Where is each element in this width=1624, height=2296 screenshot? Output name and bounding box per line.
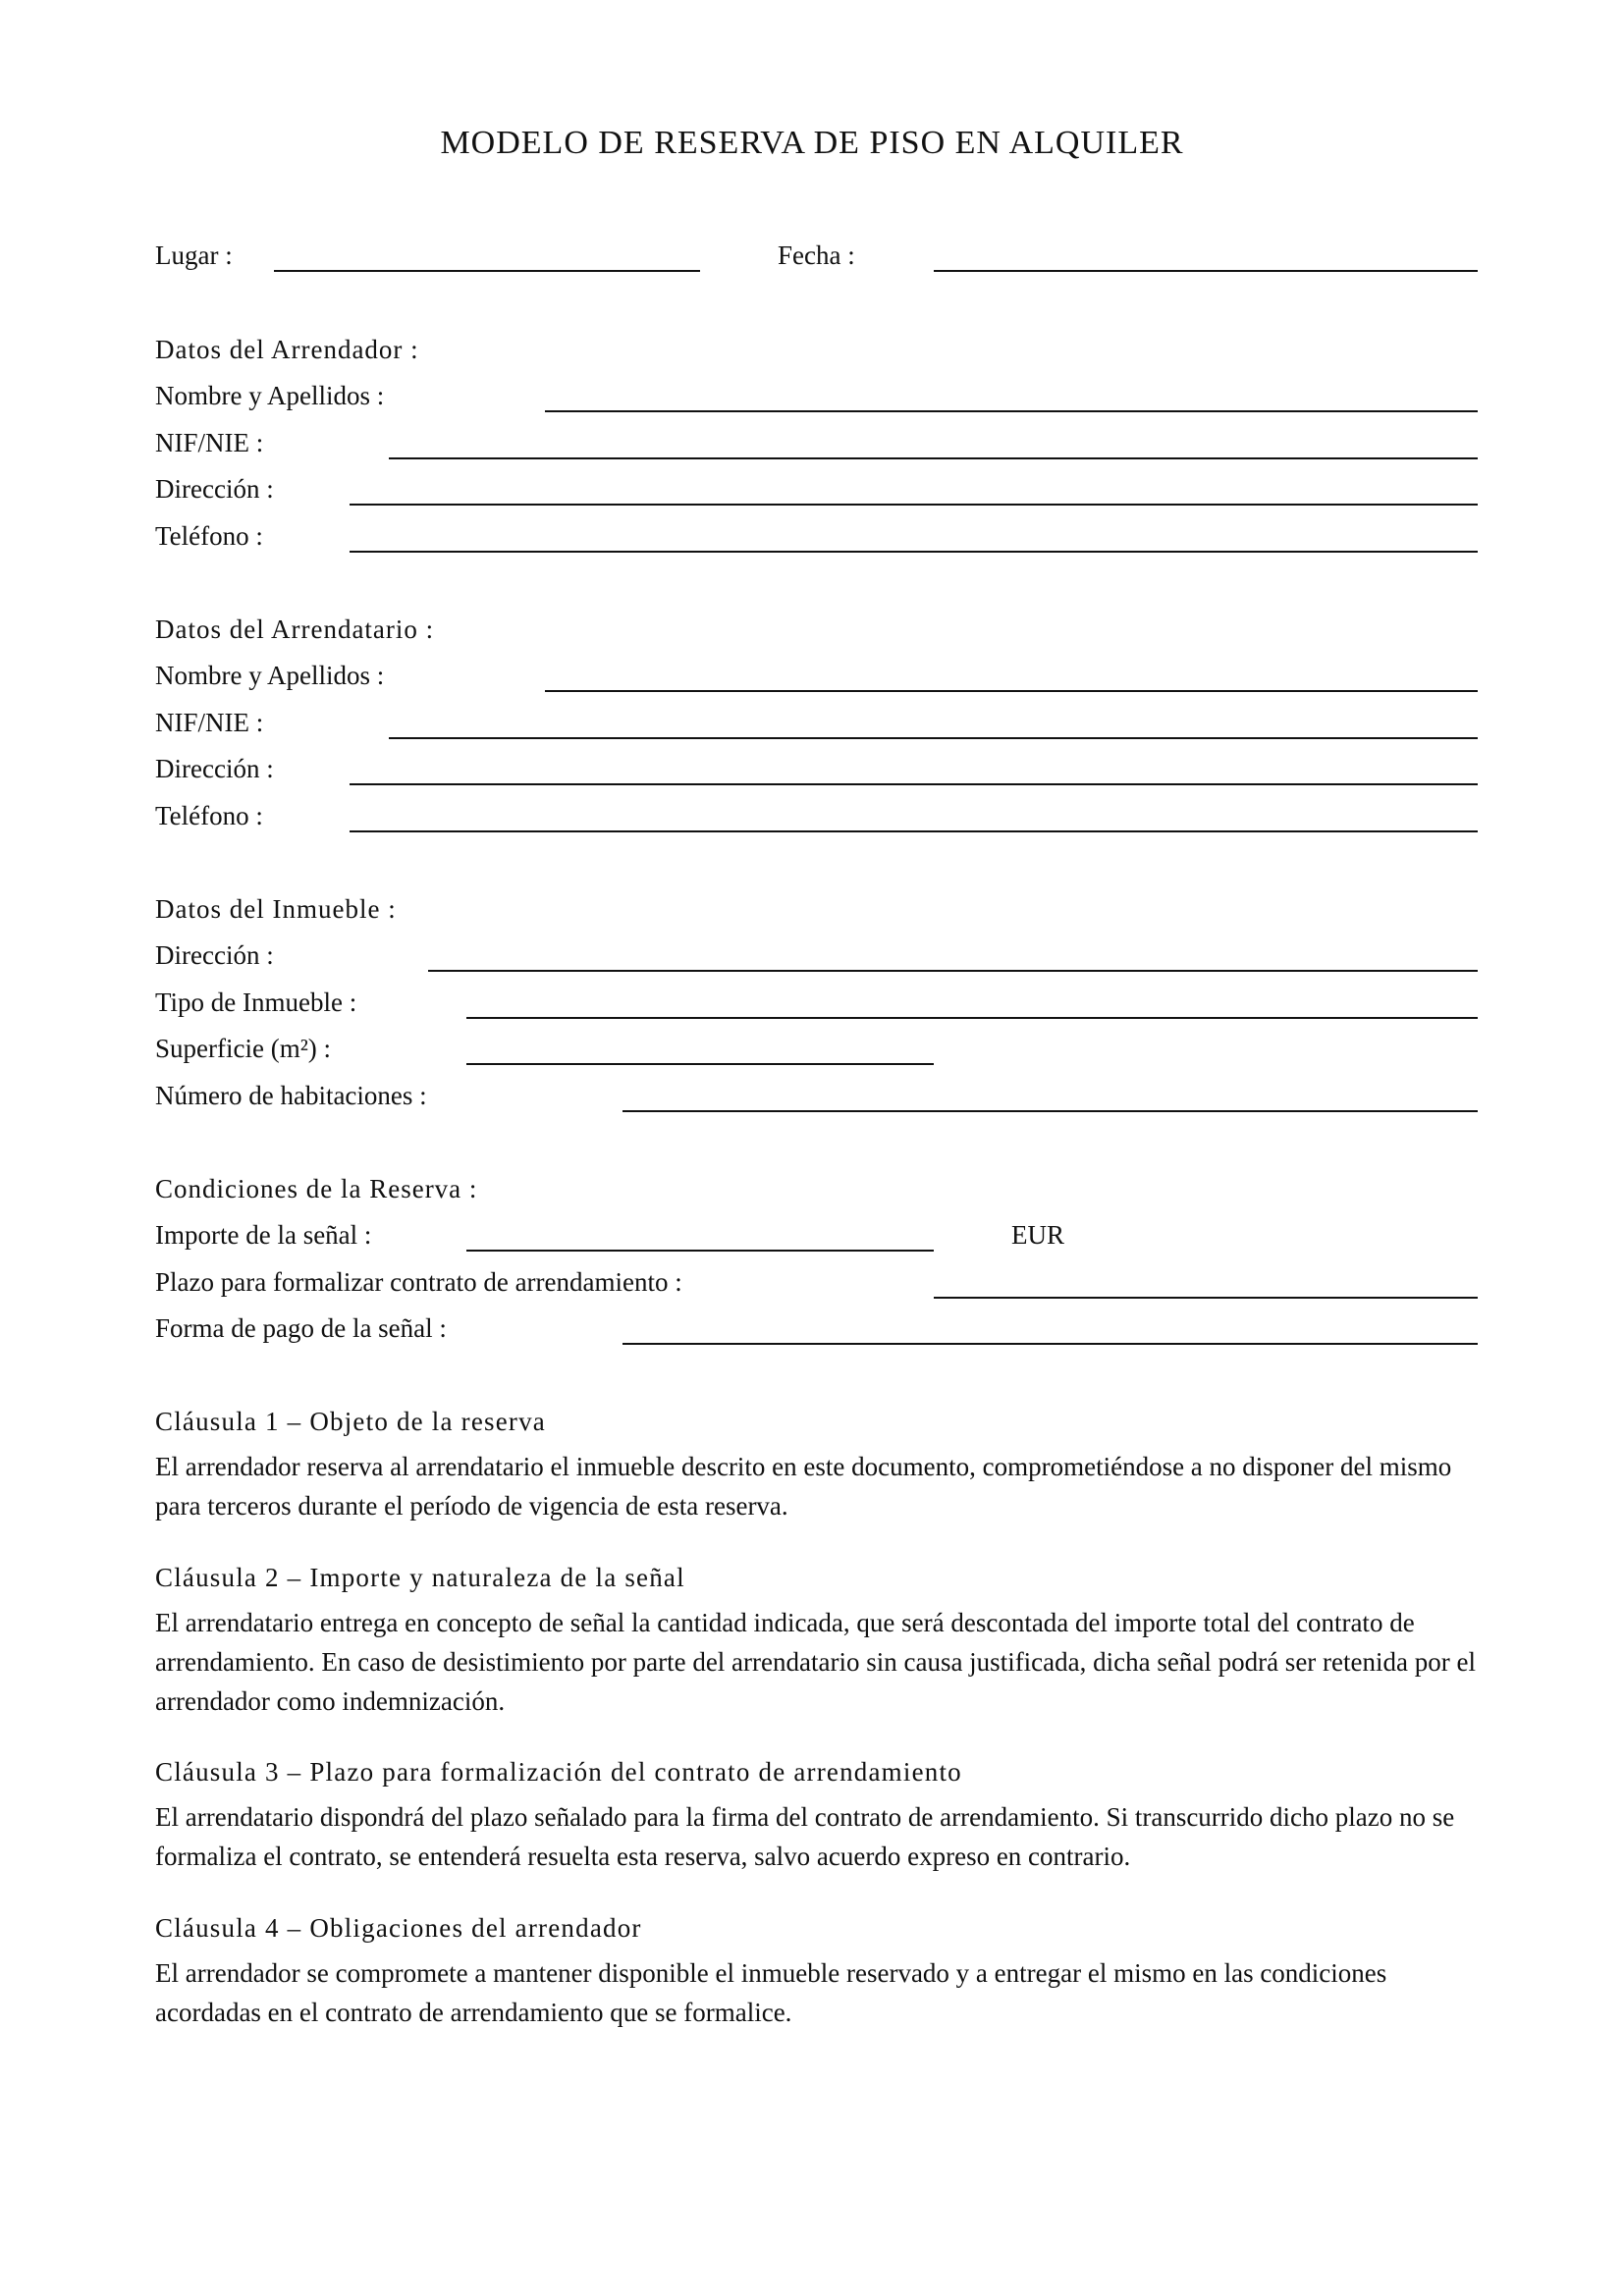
clause-2-title: Cláusula 2 – Importe y naturaleza de la señal: [155, 1563, 685, 1592]
property-rooms-label: Número de habitaciones :: [155, 1081, 427, 1110]
clause-4-text: El arrendador se compromete a mantener disponible el inmueble reservado y a entregar el mismo en las condiciones acordadas en el contrato de arrendamiento que se formalice.: [155, 1958, 1387, 2027]
deadline-field[interactable]: [934, 1297, 1478, 1299]
property-type-label: Tipo de Inmueble :: [155, 988, 357, 1017]
document-title: MODELO DE RESERVA DE PISO EN ALQUILER: [440, 125, 1184, 161]
property-rooms-field[interactable]: [623, 1110, 1478, 1112]
date-label: Fecha :: [778, 240, 855, 270]
property-address-label: Dirección :: [155, 940, 274, 970]
tenant-name-label: Nombre y Apellidos :: [155, 661, 385, 690]
property-heading: Datos del Inmueble :: [155, 894, 397, 924]
clause-3-title: Cláusula 3 – Plazo para formalización del contrato de arrendamiento: [155, 1757, 962, 1787]
tenant-heading: Datos del Arrendatario :: [155, 614, 435, 644]
place-label: Lugar :: [155, 240, 233, 270]
property-area-label: Superficie (m²) :: [155, 1034, 332, 1063]
property-area-field[interactable]: [466, 1063, 934, 1065]
deposit-label: Importe de la señal :: [155, 1220, 372, 1250]
payment-method-field[interactable]: [623, 1343, 1478, 1345]
clause-3-text: El arrendatario dispondrá del plazo señalado para la firma del contrato de arrendamiento. Si transcurrido dicho plazo no se formaliza el contrato, se entenderá resuelta esta reserva, salvo acuerdo expreso en contrario.: [155, 1802, 1455, 1871]
tenant-id-field[interactable]: [389, 737, 1478, 739]
landlord-phone-field[interactable]: [350, 551, 1478, 553]
deposit-currency: EUR: [1011, 1220, 1064, 1250]
tenant-phone-field[interactable]: [350, 830, 1478, 832]
landlord-heading: Datos del Arrendador :: [155, 335, 419, 364]
landlord-id-field[interactable]: [389, 457, 1478, 459]
date-field[interactable]: [934, 270, 1478, 272]
tenant-name-field[interactable]: [545, 690, 1478, 692]
clause-1-text: El arrendador reserva al arrendatario el inmueble descrito en este documento, comprometiéndose a no disponer del mismo para terceros durante el período de vigencia de esta reserva.: [155, 1452, 1452, 1521]
place-field[interactable]: [274, 270, 700, 272]
tenant-phone-label: Teléfono :: [155, 801, 263, 830]
tenant-address-label: Dirección :: [155, 754, 274, 783]
deposit-field[interactable]: [466, 1250, 934, 1252]
landlord-address-label: Dirección :: [155, 474, 274, 504]
property-type-field[interactable]: [466, 1017, 1478, 1019]
landlord-name-label: Nombre y Apellidos :: [155, 381, 385, 410]
landlord-name-field[interactable]: [545, 410, 1478, 412]
deadline-label: Plazo para formalizar contrato de arrendamiento :: [155, 1267, 682, 1297]
landlord-address-field[interactable]: [350, 504, 1478, 506]
landlord-phone-label: Teléfono :: [155, 521, 263, 551]
conditions-heading: Condiciones de la Reserva :: [155, 1174, 478, 1203]
tenant-address-field[interactable]: [350, 783, 1478, 785]
landlord-id-label: NIF/NIE :: [155, 428, 264, 457]
clause-4-title: Cláusula 4 – Obligaciones del arrendador: [155, 1913, 642, 1943]
clause-2-text: El arrendatario entrega en concepto de señal la cantidad indicada, que será descontada del importe total del contrato de arrendamiento. En caso de desistimiento por parte del arrendatario sin causa justificada, dicha señal podrá ser retenida por el arrendador como indemnización.: [155, 1608, 1476, 1716]
tenant-id-label: NIF/NIE :: [155, 708, 264, 737]
property-address-field[interactable]: [428, 970, 1478, 972]
clause-1-title: Cláusula 1 – Objeto de la reserva: [155, 1407, 546, 1436]
payment-method-label: Forma de pago de la señal :: [155, 1313, 447, 1343]
